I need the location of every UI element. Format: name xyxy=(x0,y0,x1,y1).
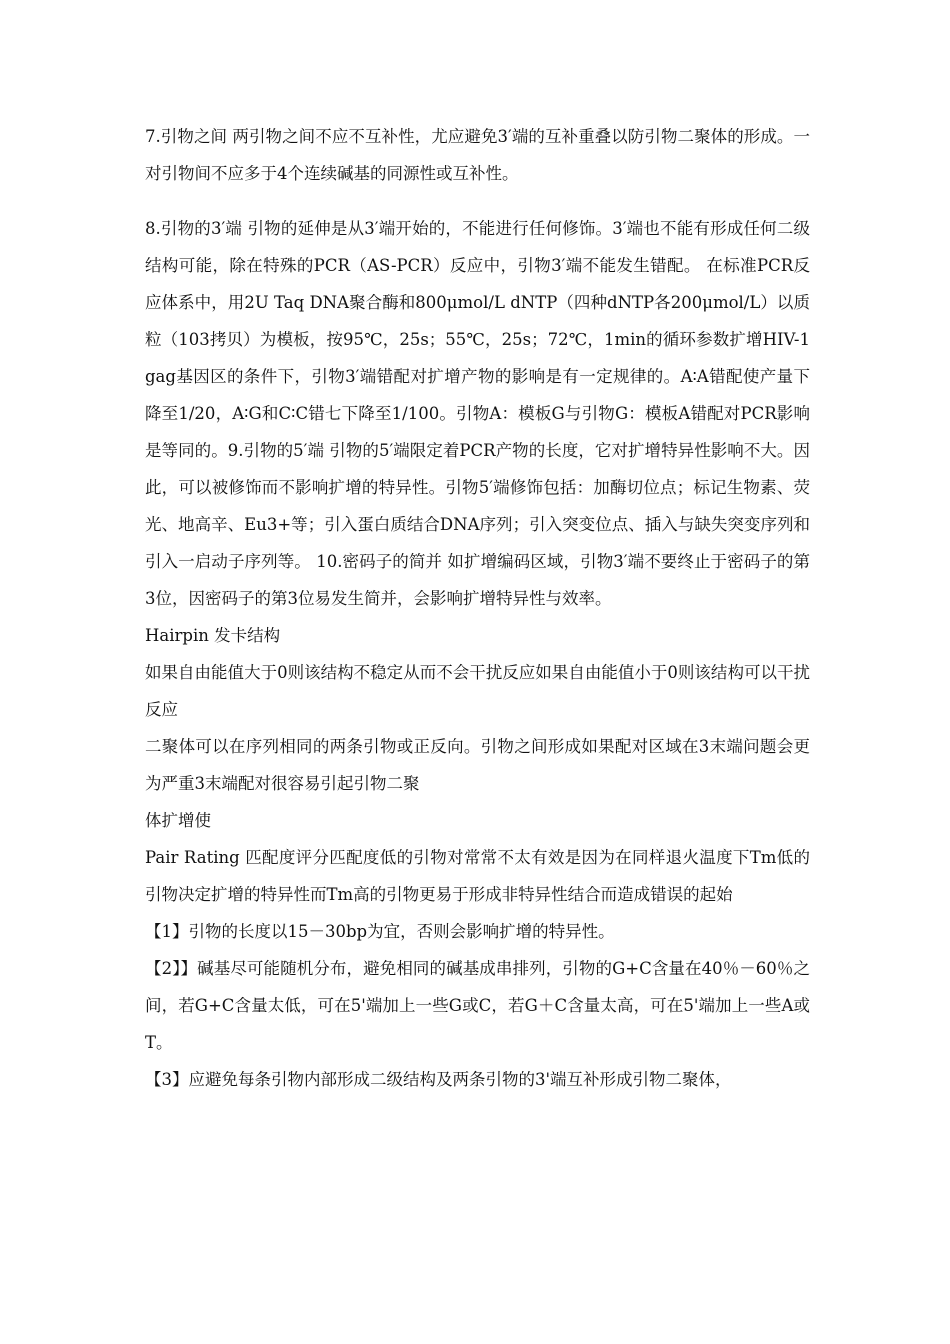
paragraph-rule-3: 【3】应避免每条引物内部形成二级结构及两条引物的3'端互补形成引物二聚体， xyxy=(145,1070,732,1089)
paragraph-dimer-continued: 体扩增使 xyxy=(145,811,211,830)
paragraph-primer-complementarity: 7.引物之间 两引物之间不应不互补性，尤应避免3′端的互补重叠以防引物二聚体的形成。一对引物间不应多于4个连续碱基的同源性或互补性。 xyxy=(145,127,810,183)
paragraph-rule-1: 【1】引物的长度以15－30bp为宜，否则会影响扩增的特异性。 xyxy=(145,922,615,941)
paragraph-free-energy: 如果自由能值大于0则该结构不稳定从而不会干扰反应如果自由能值小于0则该结构可以干扰反应 xyxy=(145,663,810,719)
paragraph-hairpin-heading: Hairpin 发卡结构 xyxy=(145,626,281,645)
paragraph-rule-2: 【2】】碱基尽可能随机分布，避免相同的碱基成串排列，引物的G+C含量在40％－60％之间，若G+C含量太低，可在5'端加上一些G或C，若G＋C含量太高，可在5'端加上一些A或T。 xyxy=(145,959,810,1052)
paragraph-dimer: 二聚体可以在序列相同的两条引物或正反向。引物之间形成如果配对区域在3末端问题会更为严重3末端配对很容易引起引物二聚 xyxy=(145,737,810,793)
document-page xyxy=(145,118,810,1098)
paragraph-pair-rating: Pair Rating 匹配度评分匹配度低的引物对常常不太有效是因为在同样退火温度下Tm低的引物决定扩增的特异性而Tm高的引物更易于形成非特异性结合而造成错误的起始 xyxy=(145,848,810,904)
paragraph-primer-3-prime-end: 8.引物的3′端 引物的延伸是从3′端开始的，不能进行任何修饰。3′端也不能有形成任何二级结构可能，除在特殊的PCR（AS-PCR）反应中，引物3′端不能发生错配。 在标准PCR反应体系中，用2U Taq DNA聚合酶和800μmol/L dNTP（四种dNTP各200μmol/L）以质粒（103拷贝）为模板，按95℃，25s；55℃，25s；72℃，1min的循环参数扩增HIV-1 gag基因区的条件下，引物3′端错配对扩增产物的影响是有一定规律的。A∶A错配使产量下降至1/20，A∶G和C∶C错七下降至1/100。引物A：模板G与引物G：模板A错配对PCR影响是等同的。9.引物的5′端 引物的5′端限定着PCR产物的长度，它对扩增特异性影响不大。因此，可以被修饰而不影响扩增的特异性。引物5′端修饰包括：加酶切位点；标记生物素、荧光、地高辛、Eu3+等；引入蛋白质结合DNA序列；引入突变位点、插入与缺失突变序列和引入一启动子序列等。 10.密码子的简并 如扩增编码区域，引物3′端不要终止于密码子的第3位，因密码子的第3位易发生简并，会影响扩增特异性与效率。 xyxy=(145,219,810,608)
